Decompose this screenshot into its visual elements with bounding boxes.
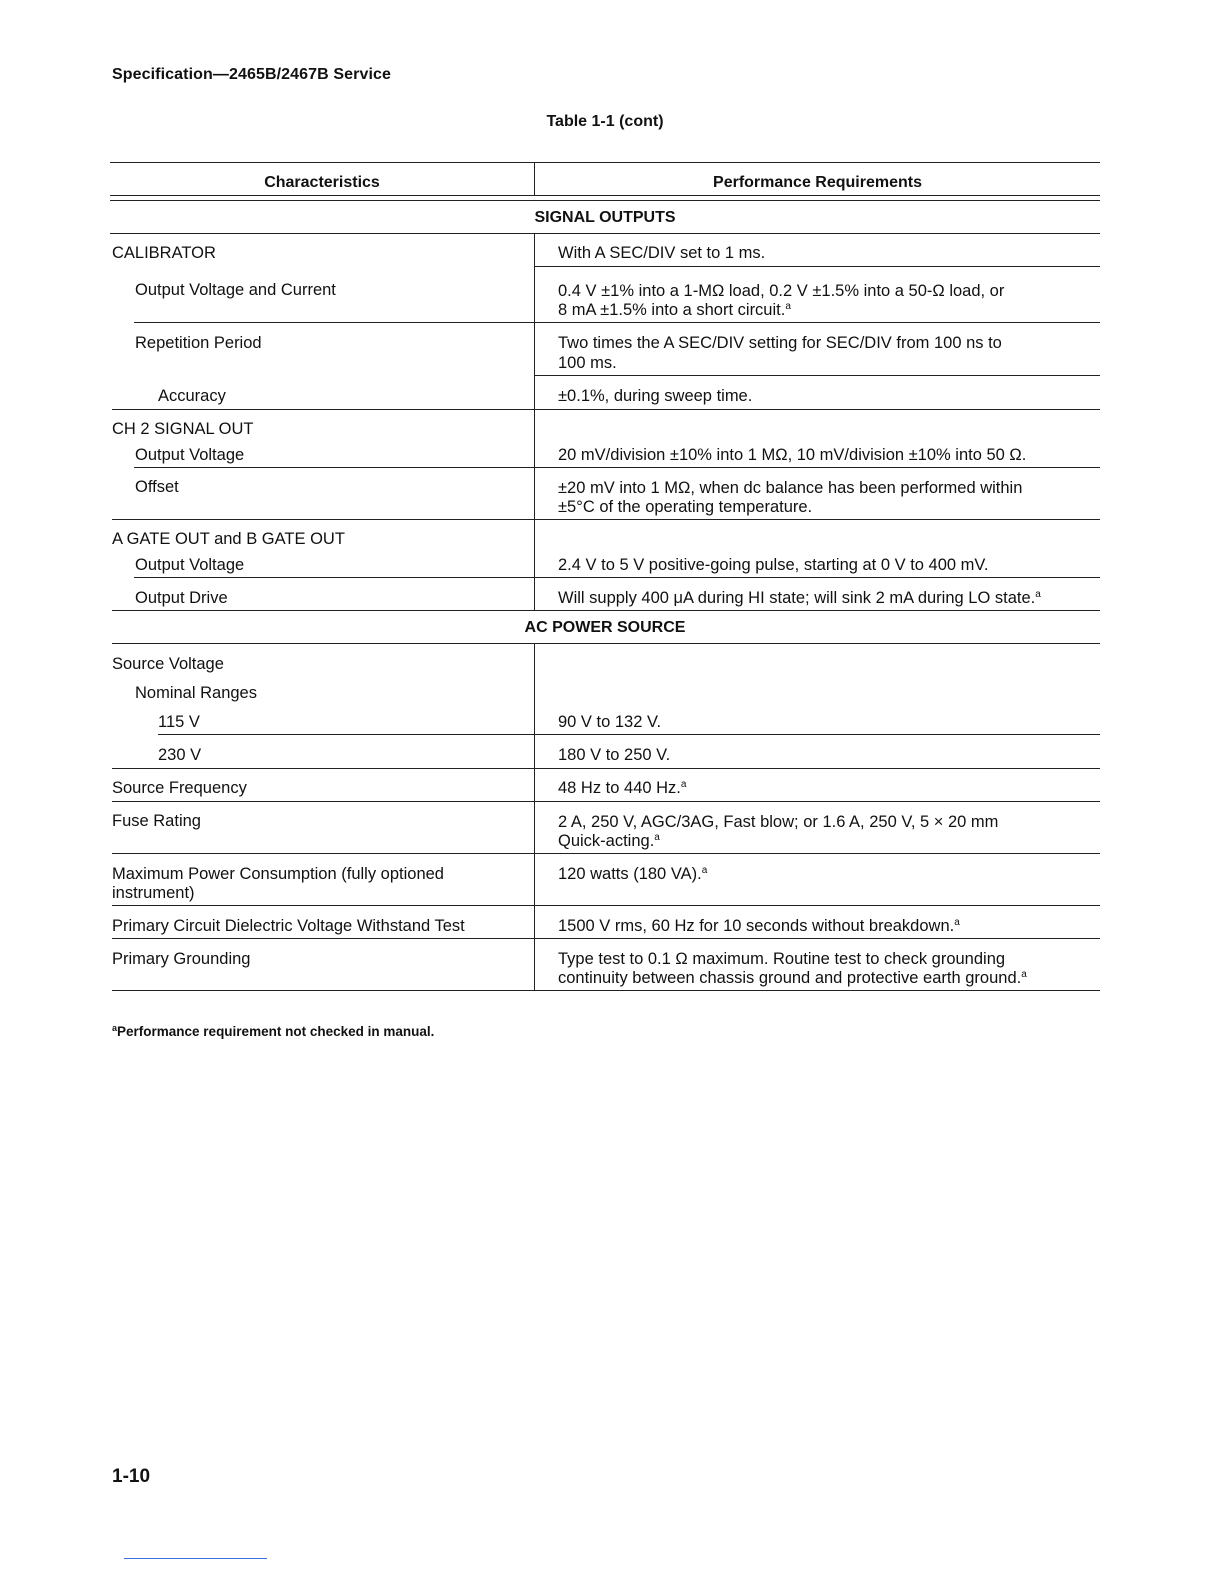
perf-repetition-period: Two times the A SEC/DIV setting for SEC/DIV from 100 ns to <box>558 334 1002 352</box>
footnote: $^a$Performance requirement not checked in manual. <box>112 1023 435 1039</box>
char-gate-output-voltage: Output Voltage <box>135 556 245 574</box>
char-source-frequency: Source Frequency <box>112 779 247 797</box>
perf-115v: 90 V to 132 V. <box>558 713 662 731</box>
row-rule <box>112 768 1100 769</box>
header-rule <box>110 200 1100 201</box>
perf-accuracy: ±0.1%, during sweep time. <box>558 387 753 405</box>
perf-output-voltage-current: 0.4 V ±1% into a 1-MΩ load, 0.2 V ±1.5% into a 50-Ω load, or <box>558 282 1005 300</box>
column-divider <box>534 233 535 610</box>
footnote-marker: a <box>954 917 960 928</box>
column-header-performance: Performance Requirements <box>713 174 922 191</box>
section-heading-signal-outputs: SIGNAL OUTPUTS <box>534 209 676 226</box>
table-bottom-rule <box>112 990 1100 991</box>
footnote-marker: a <box>654 832 660 843</box>
footnote-marker: a <box>785 301 791 312</box>
char-source-voltage: Source Voltage <box>112 655 224 673</box>
row-rule <box>112 801 1100 802</box>
perf-offset: ±5°C of the operating temperature. <box>558 498 813 516</box>
section-heading-ac-power-source: AC POWER SOURCE <box>524 619 686 636</box>
char-max-power: instrument) <box>112 884 195 902</box>
running-head: Specification—2465B/2467B Service <box>112 66 392 83</box>
column-divider <box>534 643 535 990</box>
row-rule <box>112 905 1100 906</box>
char-accuracy: Accuracy <box>158 387 226 405</box>
perf-calibrator: With A SEC/DIV set to 1 ms. <box>558 244 766 262</box>
perf-grounding: Type test to 0.1 Ω maximum. Routine test to check grounding <box>558 950 1006 968</box>
perf-gate-output-voltage: 2.4 V to 5 V positive-going pulse, starting at 0 V to 400 mV. <box>558 556 989 574</box>
char-fuse-rating: Fuse Rating <box>112 812 201 830</box>
char-repetition-period: Repetition Period <box>135 334 262 352</box>
row-rule <box>112 853 1100 854</box>
section-rule <box>110 233 1100 234</box>
row-rule <box>535 266 1100 267</box>
footnote-marker: a <box>701 865 708 876</box>
row-rule <box>134 577 1100 578</box>
perf-fuse-rating: 2 A, 250 V, AGC/3AG, Fast blow; or 1.6 A, 250 V, 5 × 20 mm <box>558 813 999 831</box>
char-grounding: Primary Grounding <box>112 950 251 968</box>
char-nominal-ranges: Nominal Ranges <box>135 684 257 702</box>
perf-output-voltage-current: 8 mA ±1.5% into a short circuit.$^a$ <box>558 301 791 319</box>
char-gate-out: A GATE OUT and B GATE OUT <box>112 530 345 548</box>
row-rule <box>112 519 1100 520</box>
header-rule <box>110 195 1100 196</box>
char-output-drive: Output Drive <box>135 589 228 607</box>
footnote-marker: a <box>1035 589 1041 600</box>
row-rule <box>535 375 1100 376</box>
char-230v: 230 V <box>158 746 202 764</box>
char-max-power: Maximum Power Consumption (fully optioned <box>112 865 444 883</box>
section-rule <box>112 610 1100 611</box>
row-rule <box>134 322 1100 323</box>
footnote-marker: a <box>1021 969 1027 980</box>
page-number: 1-10 <box>112 1466 151 1487</box>
char-output-voltage-current: Output Voltage and Current <box>135 281 336 299</box>
char-ch2-signal-out: CH 2 SIGNAL OUT <box>112 420 254 438</box>
column-header-characteristics: Characteristics <box>264 174 380 191</box>
perf-output-drive: Will supply 400 μA during HI state; will sink 2 mA during LO state.$^a$ <box>558 589 1041 607</box>
section-rule <box>112 643 1100 644</box>
row-rule <box>112 409 1100 410</box>
char-offset: Offset <box>135 478 179 496</box>
char-115v: 115 V <box>158 713 200 731</box>
perf-grounding: continuity between chassis ground and protective earth ground.$^a$ <box>558 969 1027 987</box>
row-rule <box>134 467 1100 468</box>
char-dielectric: Primary Circuit Dielectric Voltage Withstand Test <box>112 917 465 935</box>
perf-max-power: 120 watts (180 VA).$^a$ <box>558 865 708 883</box>
perf-230v: 180 V to 250 V. <box>558 746 671 764</box>
row-rule <box>158 734 1100 735</box>
table-title: Table 1-1 (cont) <box>546 113 664 130</box>
footnote-marker: a <box>680 779 687 790</box>
perf-offset: ±20 mV into 1 MΩ, when dc balance has been performed within <box>558 479 1023 497</box>
perf-ch2-output-voltage: 20 mV/division ±10% into 1 MΩ, 10 mV/division ±10% into 50 Ω. <box>558 446 1027 464</box>
table-top-rule <box>110 162 1100 163</box>
footnote-marker: a <box>112 1023 118 1033</box>
bottom-rule <box>124 1558 267 1559</box>
row-rule <box>112 938 1100 939</box>
perf-repetition-period: 100 ms. <box>558 354 617 372</box>
perf-source-frequency: 48 Hz to 440 Hz.$^a$ <box>558 779 687 797</box>
char-calibrator: CALIBRATOR <box>112 244 216 262</box>
char-ch2-output-voltage: Output Voltage <box>135 446 245 464</box>
perf-fuse-rating: Quick-acting.$^a$ <box>558 832 660 850</box>
perf-dielectric: 1500 V rms, 60 Hz for 10 seconds without breakdown.$^a$ <box>558 917 960 935</box>
